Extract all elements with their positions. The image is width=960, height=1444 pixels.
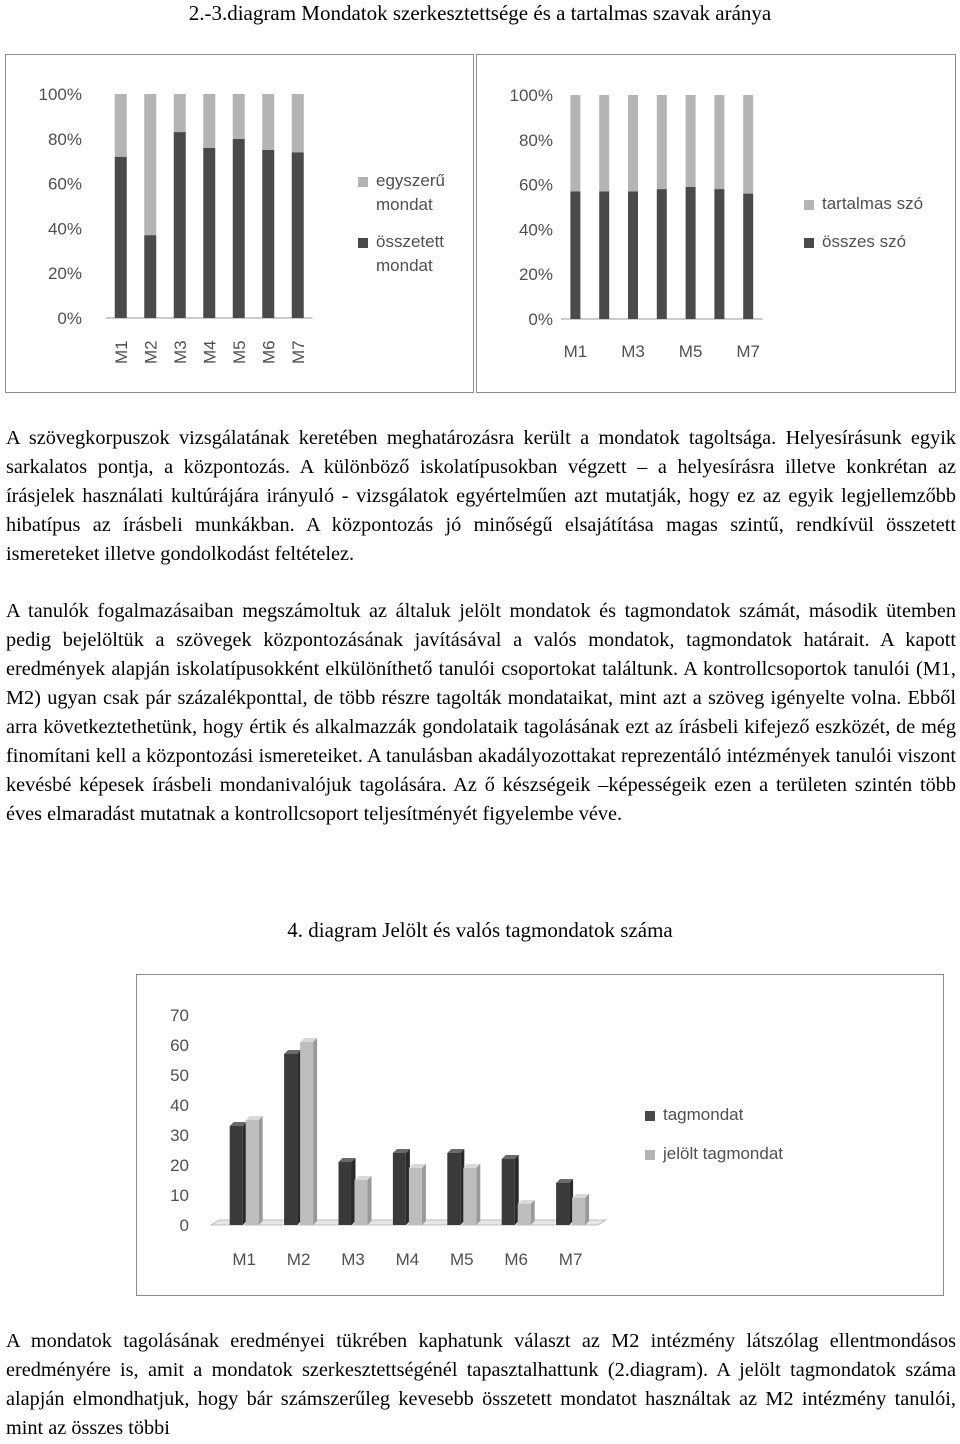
bar-segment-tartalmas — [714, 95, 724, 189]
bar-segment-egyszeru — [144, 94, 156, 235]
legend-label: tartalmas szó — [822, 194, 924, 213]
bar-jelolt — [355, 1180, 368, 1225]
bar-side-jelolt — [313, 1038, 317, 1225]
paragraph-2: A tanulók fogalmazásaiban megszámoltuk az általuk jelölt mondatok és tagmondatok számát, második ütemben pedig bejelöltük a szövegek központozásának javításával a valós mondatok, tagmondatok határait. A kapott eredmények alapján iskolatípusokként elkülöníthető tanulói csoportokat találtunk. A kontrollcsoportok tanulói (M1, M2) ugyan csak pár százalékponttal, de több részre tagolták mondataikat, mint azt a szöveg igényelte volna. Ebből arra következtethetünk, hogy értik és alkalmazzák gondolataik tagolásának ezt az írásbeli kifejező eszközét, de még finomítani kell a központozási ismereteiket. A tanulásban akadályozottakat reprezentáló intézmények tanulói viszont kevésbé képesek írásbeli mondanivalójuk tagolására. Az ő készségeik –képességeik ezen a területen szintén több éves elmaradást mutatnak a kontrollcsoport teljesítményét figyelembe véve. — [6, 600, 956, 825]
bar-jelolt — [246, 1120, 259, 1225]
x-tick-label: M4 — [395, 1250, 420, 1269]
legend-swatch-tagmondat — [645, 1111, 655, 1121]
bar-segment-tartalmas — [570, 95, 580, 191]
y-tick-label: 80% — [47, 129, 82, 149]
paragraph-3: A mondatok tagolásának eredményei tükrében kaphatunk választ az M2 intézmény látszólag ellentmondásos eredményére is, amit a mondatok szerkesztettségénél tapasztalhattunk (2.diagram). A jelölt tagmondatok száma alapján elmondhatjuk, hogy bár számszerűleg kevesebb összetett mondatot használtak az M2 intézmény tanulói, mint az összes többi — [6, 1330, 956, 1439]
bar-segment-osszetett — [115, 157, 127, 318]
legend-swatch-osszetett — [358, 238, 368, 248]
legend-label: mondat — [376, 195, 433, 214]
x-tick-label: M3 — [170, 340, 190, 364]
bar-jelolt — [409, 1168, 422, 1225]
y-tick-label: 40% — [518, 220, 553, 240]
x-tick-label: M1 — [563, 342, 588, 361]
bar-side-jelolt — [476, 1164, 480, 1225]
bar-segment-osszetett — [292, 152, 304, 318]
chart-3-svg — [137, 975, 943, 1295]
bar-segment-osszetett — [144, 235, 156, 318]
y-tick-label: 20% — [518, 265, 553, 285]
x-tick-label: M1 — [232, 1250, 257, 1269]
x-tick-label: M3 — [341, 1250, 365, 1269]
x-tick-label: M4 — [200, 340, 220, 364]
bar-segment-osszes — [714, 189, 724, 319]
bar-segment-tartalmas — [628, 95, 638, 191]
bar-segment-osszes — [657, 189, 667, 319]
y-tick-label: 70 — [170, 1006, 189, 1025]
chart-sentence-structure — [5, 54, 474, 393]
bar-segment-egyszeru — [115, 94, 127, 157]
y-tick-label: 0% — [528, 310, 553, 329]
bar-side-jelolt — [422, 1164, 426, 1225]
legend-label: összes szó — [822, 232, 907, 251]
y-tick-label: 30 — [170, 1126, 189, 1145]
y-tick-label: 60 — [170, 1036, 189, 1055]
bar-segment-osszes — [686, 187, 696, 319]
legend-swatch-egyszeru — [358, 177, 368, 187]
y-tick-label: 40% — [47, 219, 82, 239]
x-tick-label: M6 — [259, 340, 279, 364]
y-tick-label: 80% — [518, 130, 553, 150]
bar-side-jelolt — [585, 1194, 589, 1225]
bar-jelolt — [518, 1204, 531, 1225]
y-tick-label: 10 — [170, 1186, 189, 1205]
x-tick-label: M2 — [141, 340, 161, 364]
x-tick-label: M6 — [504, 1250, 529, 1269]
bar-segment-egyszeru — [174, 94, 186, 132]
x-tick-label: M5 — [678, 342, 703, 361]
bar-jelolt — [463, 1168, 476, 1225]
bar-tagmondat — [556, 1183, 569, 1225]
bar-tagmondat — [393, 1153, 406, 1225]
x-tick-label: M7 — [736, 342, 761, 361]
legend-label: egyszerű — [376, 171, 445, 190]
y-tick-label: 20 — [170, 1156, 189, 1175]
x-tick-label: M7 — [558, 1250, 583, 1269]
bar-segment-egyszeru — [292, 94, 304, 152]
figure-caption-4: 4. diagram Jelölt és valós tagmondatok száma — [287, 918, 673, 942]
legend-label: mondat — [376, 256, 433, 275]
bar-segment-osszes — [570, 191, 580, 319]
y-tick-label: 100% — [38, 85, 82, 104]
y-tick-label: 0% — [57, 309, 82, 328]
x-tick-label: M5 — [229, 340, 249, 364]
x-tick-label: M2 — [286, 1250, 311, 1269]
bar-segment-egyszeru — [233, 94, 245, 139]
bar-segment-osszes — [743, 194, 753, 319]
bar-tagmondat — [447, 1153, 460, 1225]
bar-segment-tartalmas — [743, 95, 753, 194]
bar-side-jelolt — [368, 1176, 372, 1225]
bar-jelolt — [572, 1198, 585, 1225]
bar-tagmondat — [284, 1054, 297, 1225]
bar-side-jelolt — [531, 1200, 535, 1225]
chart-clauses — [136, 974, 944, 1296]
legend-label: tagmondat — [663, 1105, 744, 1124]
y-tick-label: 100% — [509, 86, 553, 105]
y-tick-label: 40 — [170, 1096, 189, 1115]
bar-segment-osszetett — [203, 148, 215, 318]
legend-label: összetett — [376, 232, 445, 251]
bar-tagmondat — [339, 1162, 352, 1225]
y-tick-label: 60% — [47, 174, 82, 194]
y-tick-label: 20% — [47, 264, 82, 284]
bar-segment-osszes — [599, 191, 609, 319]
bar-segment-tartalmas — [686, 95, 696, 187]
bar-side-jelolt — [259, 1116, 263, 1225]
bar-segment-tartalmas — [657, 95, 667, 189]
bar-segment-osszetett — [262, 150, 274, 318]
legend-swatch-osszes — [804, 238, 814, 248]
x-tick-label: M7 — [288, 340, 308, 364]
y-tick-label: 0 — [179, 1216, 189, 1235]
bar-jelolt — [300, 1042, 313, 1225]
x-tick-label: M1 — [111, 340, 131, 364]
y-tick-label: 60% — [518, 175, 553, 195]
paragraph-1: A szövegkorpuszok vizsgálatának keretében meghatározásra került a mondatok tagoltsága. Helyesírásunk egyik sarkalatos pontja, a központozás. A különböző iskolatípusokban végzett – a helyesírásra illetve konkrétan az írásjelek használati kultúrájára irányuló - vizsgálatok egyértelműen azt mutatják, hogy ez az egyik legjellemzőbb hibatípus az írásbeli munkákban. A központozás jó minőségű elsajátítása magas szintű, rendkívül összetett ismereteket illetve gondolkodást feltételez. — [6, 427, 956, 565]
legend-swatch-tartalmas — [804, 200, 814, 210]
bar-segment-osszes — [628, 191, 638, 319]
bar-tagmondat — [230, 1126, 243, 1225]
legend-swatch-jelolt — [645, 1150, 655, 1160]
chart-2-svg — [477, 55, 955, 392]
chart-content-words — [476, 54, 956, 393]
x-tick-label: M3 — [621, 342, 645, 361]
bar-segment-egyszeru — [203, 94, 215, 148]
bar-segment-osszetett — [233, 139, 245, 318]
bar-segment-osszetett — [174, 132, 186, 318]
x-tick-label: M5 — [449, 1250, 474, 1269]
bar-tagmondat — [502, 1159, 515, 1225]
chart-1-svg — [6, 55, 473, 392]
figure-caption-2-3: 2.-3.diagram Mondatok szerkesztettsége és a tartalmas szavak aránya — [188, 1, 772, 25]
bar-segment-egyszeru — [262, 94, 274, 150]
legend-label: jelölt tagmondat — [663, 1144, 784, 1163]
y-tick-label: 50 — [170, 1066, 189, 1085]
bar-segment-tartalmas — [599, 95, 609, 191]
